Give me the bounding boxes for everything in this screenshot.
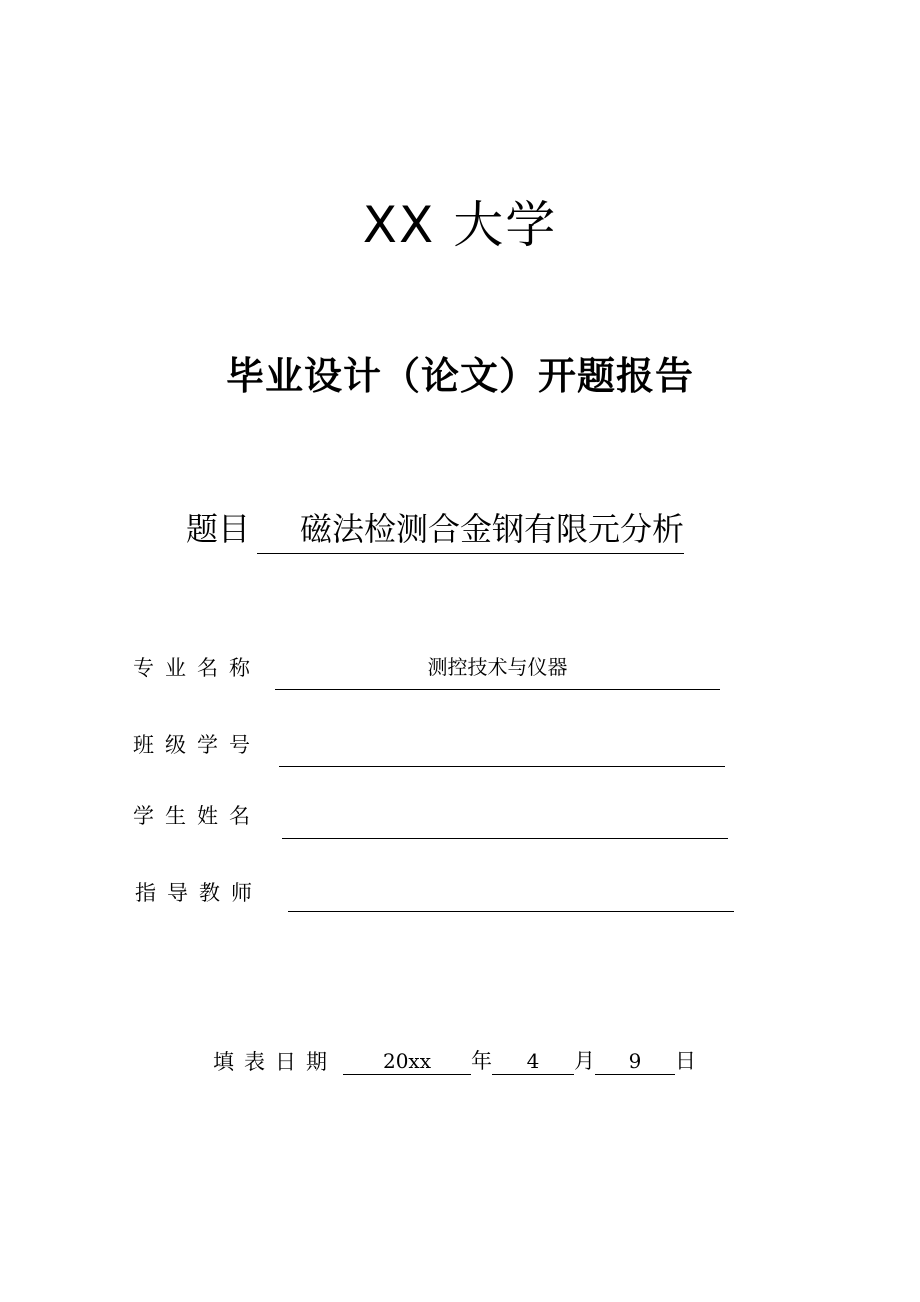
student-name-label: 学生姓名 bbox=[133, 804, 261, 828]
student-name-underline bbox=[282, 838, 728, 839]
date-month: 4 bbox=[492, 1048, 574, 1075]
date-label: 填表日期 bbox=[213, 1050, 337, 1074]
major-value: 测控技术与仪器 bbox=[427, 655, 568, 679]
date-day-unit: 日 bbox=[675, 1049, 696, 1073]
date-year: 20xx bbox=[343, 1048, 471, 1075]
class-id-label: 班级学号 bbox=[133, 733, 261, 757]
topic-value: 磁法检测合金钢有限元分析 bbox=[299, 510, 684, 548]
report-title: 毕业设计（论文）开题报告 bbox=[225, 354, 694, 398]
class-id-underline bbox=[279, 766, 725, 767]
date-year-unit: 年 bbox=[471, 1049, 492, 1073]
date-row bbox=[213, 1046, 696, 1076]
major-underline bbox=[275, 689, 720, 690]
university-name: XX 大学 bbox=[362, 196, 558, 254]
advisor-label: 指导教师 bbox=[135, 881, 263, 905]
date-month-unit: 月 bbox=[574, 1049, 595, 1073]
advisor-underline bbox=[288, 911, 734, 912]
date-day: 9 bbox=[595, 1048, 675, 1075]
topic-underline bbox=[257, 553, 684, 554]
major-label: 专业名称 bbox=[133, 656, 261, 680]
topic-label: 题目 bbox=[186, 510, 251, 548]
